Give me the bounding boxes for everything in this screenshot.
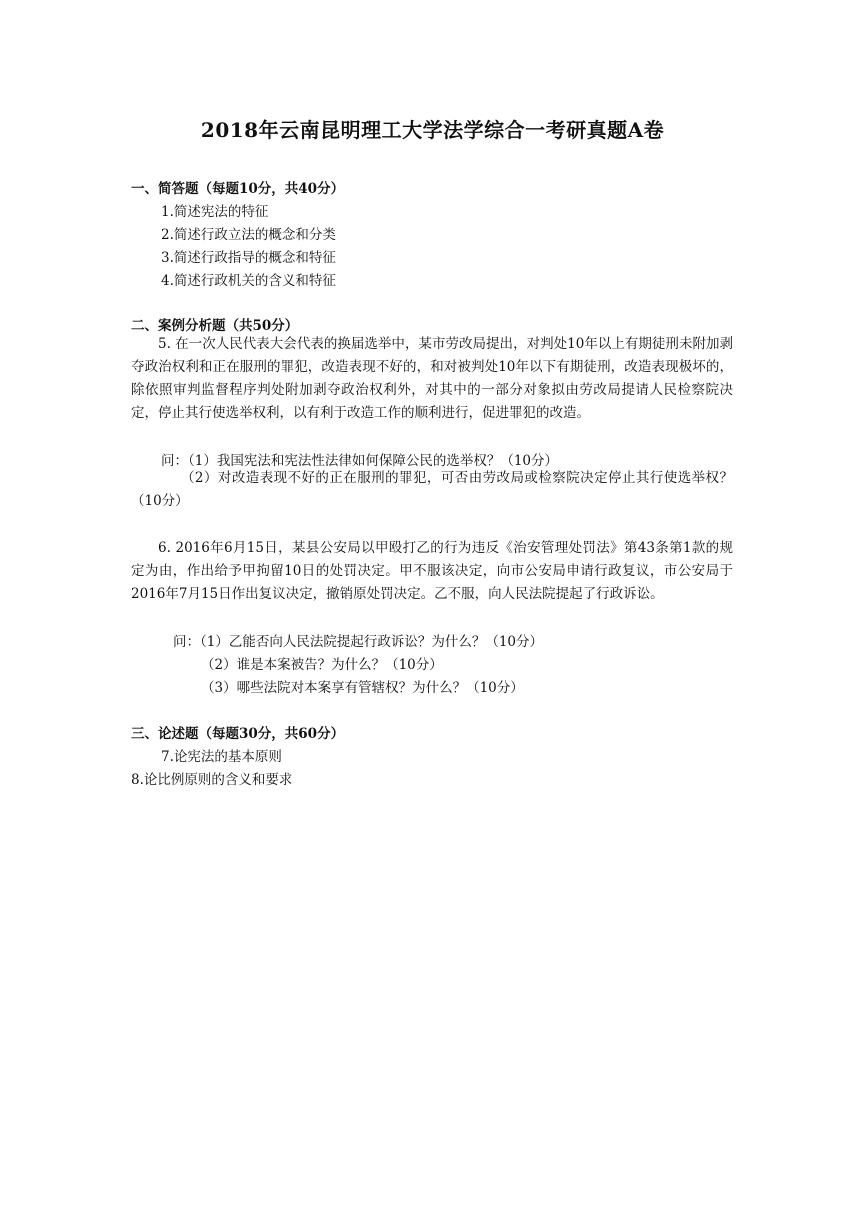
case-5-text: 5. 在一次人民代表大会代表的换届选举中，某市劳改局提出，对判处10年以上有期徒刑未附加剥夺政治权利和正在服刑的罪犯，改造表现不好的，和对被判处10年以下有期徒刑，改造表现极坏的，除依照审判监督程序判处附加剥夺政治权利外，对其中的一部分对象拟由劳改局提请人民检察院决定，停止其行使选举权利，以有利于改造工作的顺利进行，促进罪犯的改造。	[131, 336, 733, 421]
section-1-heading: 一、简答题（每题10分，共40分）	[131, 181, 345, 197]
section-2-heading: 二、案例分析题（共50分）	[131, 318, 299, 334]
question-4: 4.简述行政机关的含义和特征	[161, 273, 336, 289]
case-6-question-1: 问：（1）乙能否向人民法院提起行政诉讼？为什么？（10分）	[173, 634, 544, 650]
case-6-question-3: （3）哪些法院对本案享有管辖权？为什么？（10分）	[201, 680, 524, 696]
question-1: 1.简述宪法的特征	[161, 204, 269, 220]
section-3-heading: 三、论述题（每题30分，共60分）	[131, 726, 345, 742]
case-5-question-1: 问：（1）我国宪法和宪法性法律如何保障公民的选举权？（10分）	[161, 453, 559, 469]
case-6-text: 6. 2016年6月15日，某县公安局以甲殴打乙的行为违反《治安管理处罚法》第43条第1款的规定为由，作出给予甲拘留10日的处罚决定。甲不服该决定，向市公安局申请行政复议，市公安局于2016年7月15日作出复议决定，撤销原处罚决定。乙不服，向人民法院提起了行政诉讼。	[131, 540, 733, 602]
question-2: 2.简述行政立法的概念和分类	[161, 227, 336, 243]
question-7: 7.论宪法的基本原则	[161, 749, 282, 765]
case-6-question-2: （2）谁是本案被告？为什么？（10分）	[201, 657, 443, 673]
question-8: 8.论比例原则的含义和要求	[131, 772, 293, 788]
question-3: 3.简述行政指导的概念和特征	[161, 250, 336, 266]
case-5-question-2: （2）对改造表现不好的正在服刑的罪犯，可否由劳改局或检察院决定停止其行使选举权？（10分）	[131, 470, 733, 509]
document-title: 2018年云南昆明理工大学法学综合一考研真题A卷	[200, 118, 665, 142]
